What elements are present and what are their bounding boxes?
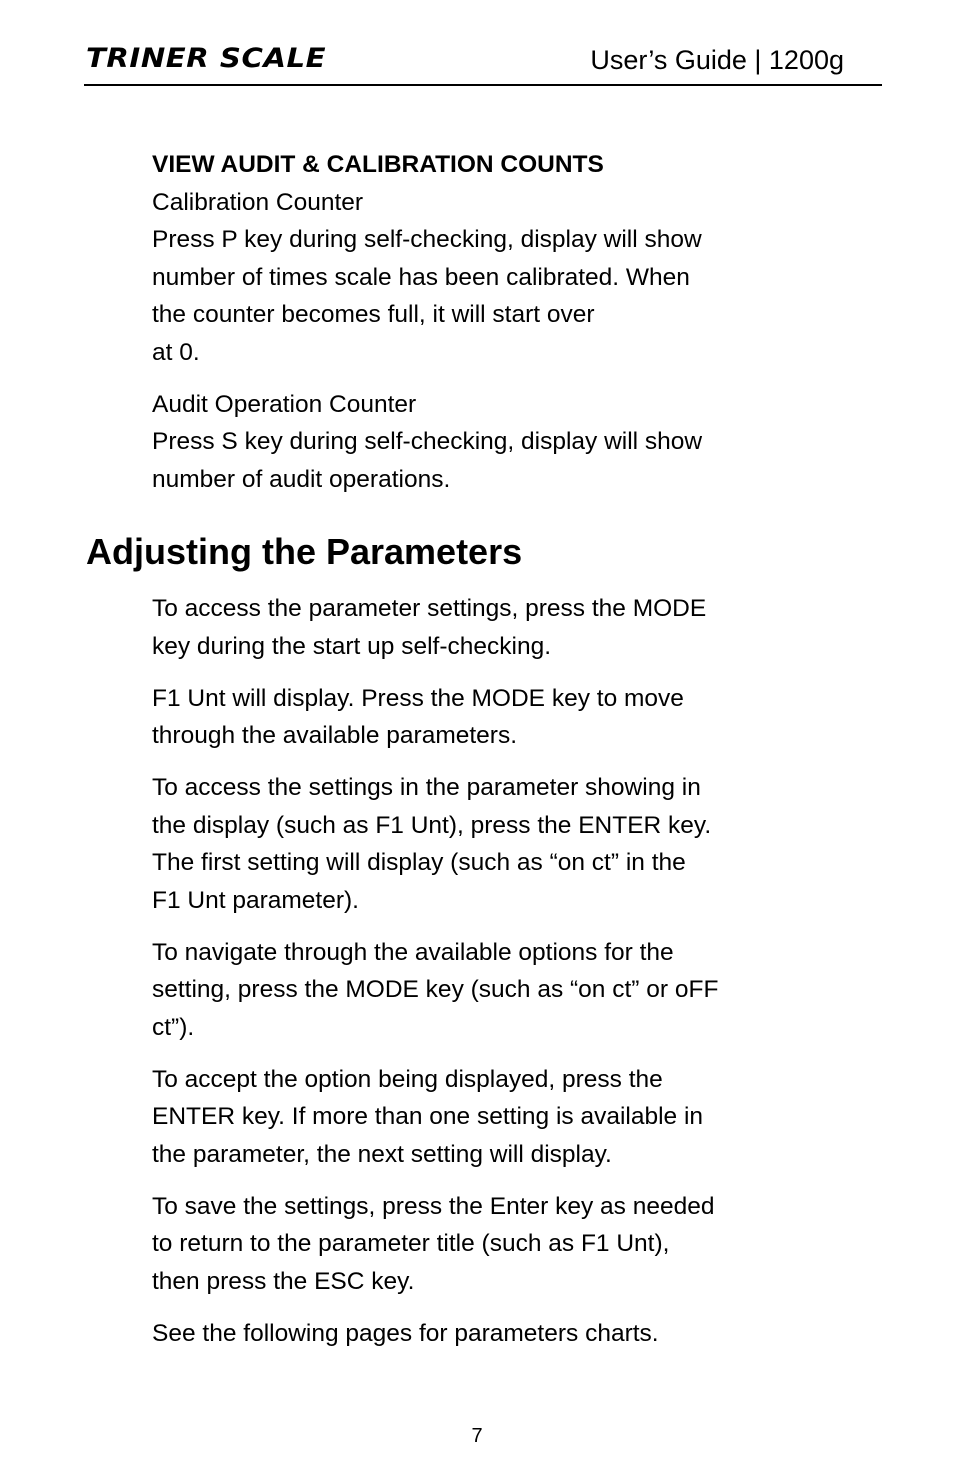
- paragraph-line: to return to the parameter title (such as F1 Unt),: [152, 1230, 670, 1257]
- parameter-paragraph: [152, 1315, 792, 1353]
- audit-line: number of audit operations.: [152, 465, 451, 493]
- calibration-line: the counter becomes full, it will start over: [152, 301, 595, 328]
- section-heading: VIEW AUDIT & CALIBRATION COUNTS: [152, 151, 604, 178]
- calibration-title: Calibration Counter: [152, 188, 364, 216]
- parameters-heading: Adjusting the Parameters: [86, 531, 523, 572]
- guide-title: User’s Guide | 1200g: [590, 45, 844, 75]
- audit-line: Press S key during self-checking, display will show: [152, 428, 703, 455]
- calibration-line: number of times scale has been calibrated. When: [152, 263, 690, 291]
- paragraph-line: the parameter, the next setting will display.: [152, 1140, 612, 1168]
- paragraph-line: To access the parameter settings, press the MODE: [152, 595, 707, 622]
- paragraph-line: F1 Unt will display. Press the MODE key to move: [152, 684, 684, 712]
- parameter-paragraph: [152, 769, 792, 919]
- paragraph-line: setting, press the MODE key (such as “on ct” or oFF: [152, 976, 719, 1003]
- audit-section: [152, 146, 792, 513]
- parameter-paragraph: [152, 590, 792, 665]
- page-number: 7: [471, 1425, 483, 1447]
- parameters-section: [152, 590, 792, 1367]
- paragraph-line: See the following pages for parameters charts.: [152, 1319, 659, 1347]
- parameter-paragraph: [152, 1188, 792, 1301]
- paragraph-line: through the available parameters.: [152, 722, 517, 749]
- page-header: [84, 38, 882, 86]
- paragraph-line: To save the settings, press the Enter key as needed: [152, 1192, 715, 1220]
- paragraph-line: To access the settings in the parameter showing in: [152, 774, 701, 801]
- paragraph-line: To navigate through the available options for the: [152, 938, 674, 966]
- paragraph-line: ENTER key. If more than one setting is available in: [152, 1103, 704, 1130]
- paragraph-line: key during the start up self-checking.: [152, 632, 552, 660]
- paragraph-line: The first setting will display (such as “on ct” in the: [152, 849, 686, 876]
- parameter-paragraph: [152, 1061, 792, 1174]
- calibration-block: [152, 146, 792, 371]
- brand-logo-text: TRINER SCALE: [86, 43, 327, 74]
- paragraph-line: To accept the option being displayed, press the: [152, 1065, 663, 1093]
- paragraph-line: then press the ESC key.: [152, 1267, 415, 1295]
- paragraph-line: F1 Unt parameter).: [152, 886, 359, 914]
- audit-block: [152, 386, 792, 499]
- parameter-paragraph: [152, 934, 792, 1047]
- calibration-line: at 0.: [152, 338, 200, 366]
- parameter-paragraph: [152, 680, 792, 755]
- calibration-line: Press P key during self-checking, display will show: [152, 226, 702, 253]
- paragraph-line: the display (such as F1 Unt), press the ENTER key.: [152, 811, 712, 839]
- paragraph-line: ct”).: [152, 1013, 195, 1041]
- audit-title: Audit Operation Counter: [152, 390, 417, 418]
